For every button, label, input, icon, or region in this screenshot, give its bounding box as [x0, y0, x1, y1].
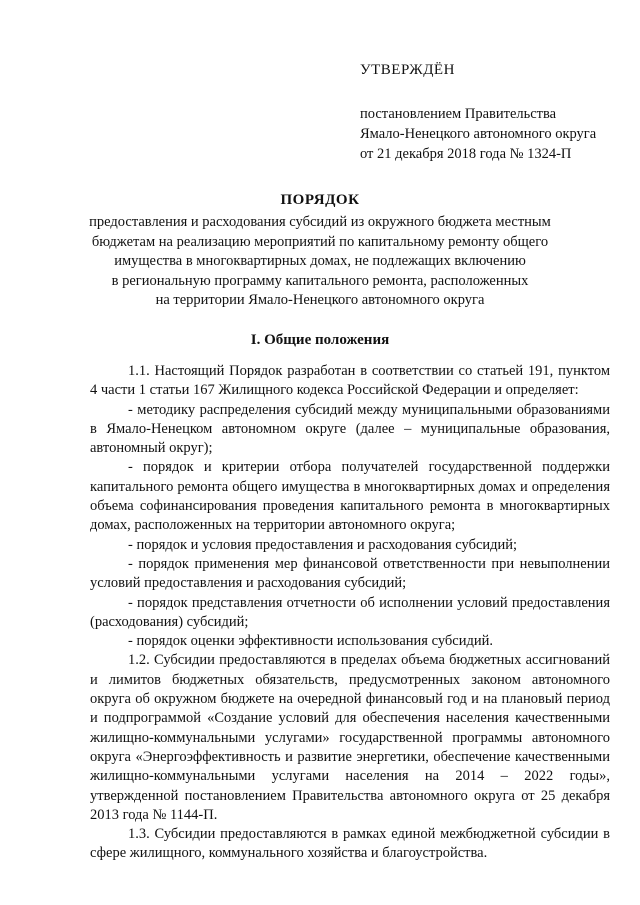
approval-line: от 21 декабря 2018 года № 1324-П [360, 146, 572, 162]
title-line: предоставления и расходования субсидий из окружного бюджета местным [89, 214, 551, 230]
paragraph-1-1: 1.1. Настоящий Порядок разработан в соответствии со статьей 191, пунктом 4 части 1 статьи 167 Жилищного кодекса Российской Федерации и определяет: [90, 363, 610, 399]
list-item: - порядок применения мер финансовой ответственности при невыполнении условий предоставления и расходования субсидий; [90, 555, 610, 592]
approval-heading: УТВЕРЖДЁН [360, 62, 455, 78]
paragraph-1-2: 1.2. Субсидии предоставляются в пределах объема бюджетных ассигнований и лимитов бюджетных обязательств, предусмотренных законом автономного округа об окружном бюджете на очередной финансовый год и на плановый период и подпрограммой «Создание условий для обеспечения населения качественными жилищно-коммунальными услугами» государственной программы автономного округа «Энергоэффективность и развитие энергетики, обеспечение качественными жилищно-коммунальными услугами населения на 2014 – 2022 годы», утвержденной постановлением Правительства автономного округа от 25 декабря 2013 года № 1144-П. [90, 652, 610, 823]
approval-line: Ямало-Ненецкого автономного округа [360, 126, 597, 142]
document-body [90, 362, 610, 864]
approval-block [360, 60, 620, 164]
section-heading: I. Общие положения [250, 332, 390, 348]
title-line: имущества в многоквартирных домах, не подлежащих включению [114, 253, 526, 269]
list-item: - порядок оценки эффективности использования субсидий. [128, 633, 493, 650]
title-line: на территории Ямало-Ненецкого автономного округа [155, 292, 485, 308]
title-line: бюджетам на реализацию мероприятий по капитальному ремонту общего [91, 233, 549, 250]
list-item: - методику распределения субсидий между муниципальными образованиями в Ямало-Ненецком автономном округе (далее – муниципальные образования, автономный округ); [90, 401, 610, 457]
list-item: - порядок и условия предоставления и расходования субсидий; [128, 536, 518, 553]
list-item: - порядок и критерии отбора получателей государственной поддержки капитального ремонта общего имущества в многоквартирных домах и определения объема софинансирования проведения капитального ремонта в многоквартирных домах, расположенных на территории автономного округа; [90, 459, 610, 534]
approval-line: постановлением Правительства [360, 106, 557, 122]
title-line: в региональную программу капитального ремонта, расположенных [111, 272, 529, 289]
list-item: - порядок представления отчетности об исполнении условий предоставления (расходования) субсидий; [90, 594, 610, 630]
document-title: ПОРЯДОК [280, 192, 360, 208]
document-title-block [70, 190, 570, 311]
paragraph-1-3: 1.3. Субсидии предоставляются в рамках единой межбюджетной субсидии в сфере жилищного, коммунального хозяйства и благоустройства. [90, 826, 610, 862]
